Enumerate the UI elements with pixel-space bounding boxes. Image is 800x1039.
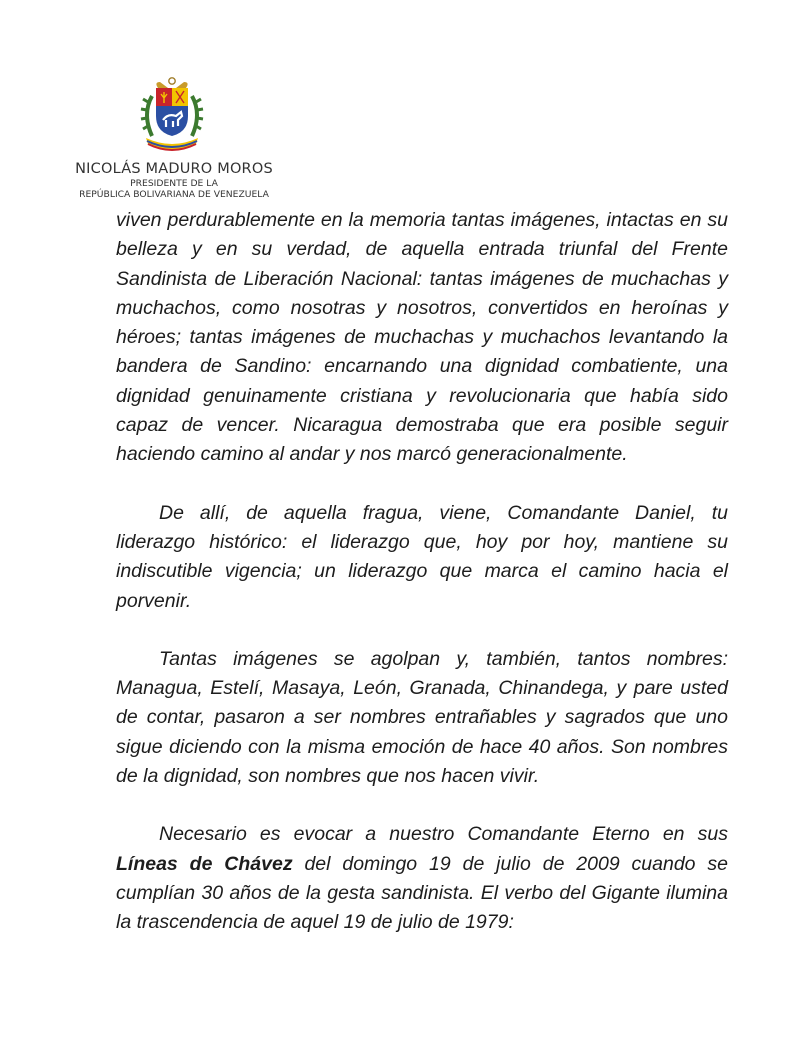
- coat-of-arms-icon: [138, 76, 206, 154]
- paragraph-4: [116, 820, 728, 937]
- paragraph-4-after: del domingo 19 de julio de 2009 cuando se cumplían 30 años de la gesta sandinista. El verbo del Gigante ilumina la trascendencia de aquel 19 de julio de 1979:: [116, 852, 728, 934]
- title-line-2: REPÚBLICA BOLIVARIANA DE VENEZUELA: [79, 189, 269, 200]
- president-title: [60, 178, 288, 200]
- title-line-1: PRESIDENTE DE LA: [130, 178, 218, 189]
- lineas-de-chavez-title: Líneas de Chávez: [116, 852, 293, 875]
- paragraph-3: Tantas imágenes se agolpan y, también, tantos nombres: Managua, Estelí, Masaya, León, Granada, Chinandega, y pare usted de contar, pasaron a ser nombres entrañables y sagrados que uno sigue diciendo con la misma emoción de hace 40 años. Son nombres de la dignidad, son nombres que nos hacen vivir.: [116, 647, 728, 788]
- paragraph-4-before: Necesario es evocar a nuestro Comandante Eterno en sus: [159, 823, 728, 846]
- paragraph-1: viven perdurablemente en la memoria tantas imágenes, intactas en su belleza y en su verdad, de aquella entrada triunfal del Frente Sandinista de Liberación Nacional: tantas imágenes de muchachas y muchachos, como nosotras y nosotros, convertidos en heroínas y héroes; tantas imágenes de muchachas y muchachos levantando la bandera de Sandino: encarnando una dignidad combatiente, una dignidad genuinamente cristiana y revolucionaria que había sido capaz de vencer. Nicaragua demostraba que era posible seguir haciendo camino al andar y nos marcó generacionalmente.: [116, 209, 728, 466]
- president-name: NICOLÁS MADURO MOROS: [75, 161, 273, 177]
- paragraph-2: De allí, de aquella fragua, viene, Comandante Daniel, tu liderazgo histórico: el liderazgo que, hoy por hoy, mantiene su indiscutible vigencia; un liderazgo que marca el camino hacia el porvenir.: [116, 501, 728, 612]
- letter-body: [116, 206, 728, 938]
